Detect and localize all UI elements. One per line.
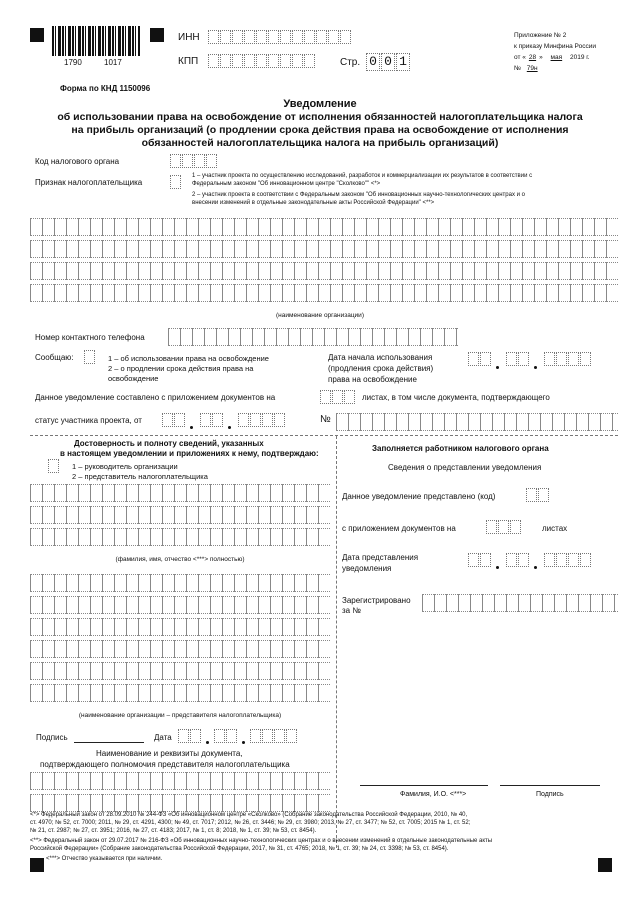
org-name-caption: (наименование организации)	[276, 312, 364, 319]
right-subheading: Сведения о представлении уведомления	[388, 463, 542, 472]
page-digit-3: 1	[396, 53, 410, 71]
submit-date-day[interactable]	[468, 553, 492, 567]
report-option-2b: освобождение	[108, 374, 159, 383]
docs-label-2: листах, в том числе документа, подтверждающего	[362, 393, 550, 402]
page-digit-2: 0	[381, 53, 395, 71]
sign-option-1b: Федеральным законом "Об инновационном центре "Сколково"" <*>	[192, 181, 381, 187]
date-separator-dot	[496, 366, 499, 369]
form-title-2: об использовании права на освобождение от исполнения обязанностей налогоплательщика налога	[57, 111, 583, 123]
barcode-number-2: 1017	[104, 58, 122, 67]
taxpayer-sign-label: Признак налогоплательщика	[35, 178, 143, 187]
rep-org-row-1[interactable]	[30, 574, 330, 592]
corner-marker-top-left	[30, 28, 44, 42]
rep-org-row-3[interactable]	[30, 618, 330, 636]
appendix-line-1: Приложение № 2	[514, 32, 567, 39]
phone-label: Номер контактного телефона	[35, 333, 145, 342]
start-date-label-2: (продления срока действия)	[328, 364, 434, 373]
start-date-month[interactable]	[506, 352, 530, 366]
sign-date-day[interactable]	[178, 729, 202, 743]
registered-number-field[interactable]	[422, 594, 618, 612]
column-divider	[336, 436, 337, 848]
page-number-field	[366, 53, 411, 71]
status-label: статус участника проекта, от	[35, 416, 142, 425]
fio-line[interactable]	[360, 785, 488, 786]
sign-option-1a: 1 – участник проекта по осуществлению исследований, разработок и коммерциализации их результатов в соответствии с	[192, 173, 533, 179]
fio-row-1[interactable]	[30, 484, 330, 502]
footnote-1c: № 21, ст. 2987; № 27, ст. 3951; 2016, № 27, ст. 4183; 2017, № 1, ст. 8; 2018, № 1, ст. 39; № 53, ст. 8454).	[30, 828, 317, 834]
org-name-row-2[interactable]	[30, 240, 618, 258]
footnote-2a: <**> Федеральный закон от 29.07.2017 № 216-ФЗ «Об инновационных научно-технологических центрах и о внесении изменений в отдельные законодательные акты	[30, 838, 493, 844]
start-date-day[interactable]	[468, 352, 492, 366]
form-knd: Форма по КНД 1150096	[60, 84, 151, 93]
submit-date-label-2: уведомления	[342, 564, 392, 573]
date-separator-dot	[534, 366, 537, 369]
phone-field[interactable]	[168, 328, 458, 346]
status-number-sign: №	[320, 414, 331, 425]
date-separator-dot	[242, 741, 245, 744]
registered-label-2: за №	[342, 606, 361, 615]
attached-sheets-field[interactable]	[486, 520, 522, 534]
sign-option-2a: 2 – участник проекта в соответствии с Федеральным законом "Об инновационных научно-технологических центрах и о	[192, 192, 525, 198]
doc-name-row-2[interactable]	[30, 794, 330, 812]
signature-label: Подпись	[36, 733, 68, 742]
left-heading-1: Достоверность и полноту сведений, указанных	[74, 439, 264, 448]
corner-marker-bottom-left	[30, 858, 44, 872]
start-date-label-3: права на освобождение	[328, 375, 417, 384]
report-option-2a: 2 – о продлении срока действия права на	[108, 364, 254, 373]
doc-name-label-1: Наименование и реквизиты документа,	[96, 749, 243, 758]
officer-signature-label: Подпись	[536, 791, 564, 798]
start-date-label-1: Дата начала использования	[328, 353, 433, 362]
right-heading: Заполняется работником налогового органа	[372, 444, 549, 453]
report-option-1: 1 – об использовании права на освобождение	[108, 354, 269, 363]
tax-code-field[interactable]	[170, 154, 218, 168]
registered-label-1: Зарегистрировано	[342, 596, 411, 605]
status-date-year[interactable]	[238, 413, 286, 427]
sign-option-2b: внесении изменений в отдельные законодательные акты Российской Федерации" <**>	[192, 200, 435, 206]
appendix-line-2: к приказу Минфина России	[514, 43, 596, 50]
doc-name-label-2: подтверждающего полномочия представителя налогоплательщика	[40, 760, 290, 769]
status-date-day[interactable]	[162, 413, 186, 427]
barcode	[52, 26, 140, 56]
rep-org-row-4[interactable]	[30, 640, 330, 658]
left-heading-2: в настоящем уведомлении и приложениях к нему, подтверждаю:	[60, 449, 319, 458]
footnote-1a: <*> Федеральный закон от 28.09.2010 № 244-ФЗ «Об инновационном центре «Сколково» (Собрание законодательства Российской Федерации, 2010, № 40,	[30, 812, 468, 818]
form-title-1: Уведомление	[283, 98, 357, 110]
officer-signature-line[interactable]	[500, 785, 600, 786]
reports-label: Сообщаю:	[35, 353, 74, 362]
status-date-month[interactable]	[200, 413, 224, 427]
corner-marker-bottom-right	[598, 858, 612, 872]
section-divider	[30, 435, 618, 436]
confirm-role-field[interactable]	[48, 459, 60, 473]
appendix-number: № 79н	[514, 65, 538, 72]
submit-date-label-1: Дата представления	[342, 553, 419, 562]
org-name-row-1[interactable]	[30, 218, 618, 236]
rep-org-row-5[interactable]	[30, 662, 330, 680]
attached-label: с приложением документов на	[342, 524, 456, 533]
date-separator-dot	[190, 426, 193, 429]
start-date-year[interactable]	[544, 352, 592, 366]
rep-org-row-6[interactable]	[30, 684, 330, 702]
inn-label: ИНН	[178, 32, 200, 43]
sign-date-month[interactable]	[214, 729, 238, 743]
rep-org-row-2[interactable]	[30, 596, 330, 614]
barcode-number-1: 1790	[64, 58, 82, 67]
page-label: Стр.	[340, 57, 361, 68]
date-separator-dot	[496, 566, 499, 569]
confirm-option-2: 2 – представитель налогоплательщика	[72, 472, 208, 481]
docs-sheets-field[interactable]	[320, 390, 356, 404]
submitted-code-field[interactable]	[526, 488, 550, 502]
org-name-row-4[interactable]	[30, 284, 618, 302]
page-digit-1: 0	[366, 53, 380, 71]
kpp-field[interactable]	[208, 54, 316, 68]
submitted-label: Данное уведомление представлено (код)	[342, 492, 496, 501]
sheets-label: листах	[542, 524, 568, 533]
kpp-label: КПП	[178, 56, 199, 67]
org-name-row-3[interactable]	[30, 262, 618, 280]
rep-org-caption: (наименование организации – представителя налогоплательщика)	[78, 712, 282, 719]
date-separator-dot	[206, 741, 209, 744]
form-title-3: на прибыль организаций (о продлении срока действия права на освобождение от исполнения	[71, 124, 569, 136]
docs-label-1: Данное уведомление составлено с приложением документов на	[35, 393, 276, 402]
sign-date-year[interactable]	[250, 729, 298, 743]
form-title-4: обязанностей налогоплательщика налога на прибыль организаций)	[141, 137, 499, 149]
date-separator-dot	[228, 426, 231, 429]
submit-date-year[interactable]	[544, 553, 592, 567]
tax-code-label: Код налогового органа	[35, 157, 120, 166]
date-label: Дата	[154, 733, 172, 742]
doc-name-row-1[interactable]	[30, 772, 330, 790]
corner-marker-top-mid	[150, 28, 164, 42]
footnote-1b: ст. 4970; № 52, ст. 7000; 2011, № 29, ст. 4291, 4300; № 49, ст. 7017; 2012, № 26, ст. 3446; № 29, ст. 3980; 2013, № 27, ст. 3477; № 52, ст. 7005; 2015 № 1, ст. 52;	[30, 820, 471, 826]
inn-field[interactable]	[208, 30, 352, 44]
appendix-date: от « 28 » мая 2019 г.	[514, 54, 590, 61]
reports-field[interactable]	[84, 350, 96, 364]
fio-row-2[interactable]	[30, 506, 330, 524]
fio-caption: (фамилия, имя, отчество <***> полностью)	[115, 556, 245, 563]
officer-fio-label: Фамилия, И.О. <***>	[400, 791, 467, 798]
taxpayer-sign-field[interactable]	[170, 175, 182, 189]
footnote-3: <***> Отчество указывается при наличии.	[46, 856, 163, 862]
confirm-option-1: 1 – руководитель организации	[72, 462, 178, 471]
submit-date-month[interactable]	[506, 553, 530, 567]
signature-line[interactable]	[74, 742, 144, 743]
footnote-2b: Российской Федерации» (Собрание законодательства Российской Федерации, 2017, № 31, ст. 4765; 2018, № 1, ст. 39; № 24, ст. 3398; № 53, ст. 8454).	[30, 846, 449, 852]
status-number-field[interactable]	[336, 413, 618, 431]
date-separator-dot	[534, 566, 537, 569]
fio-row-3[interactable]	[30, 528, 330, 546]
